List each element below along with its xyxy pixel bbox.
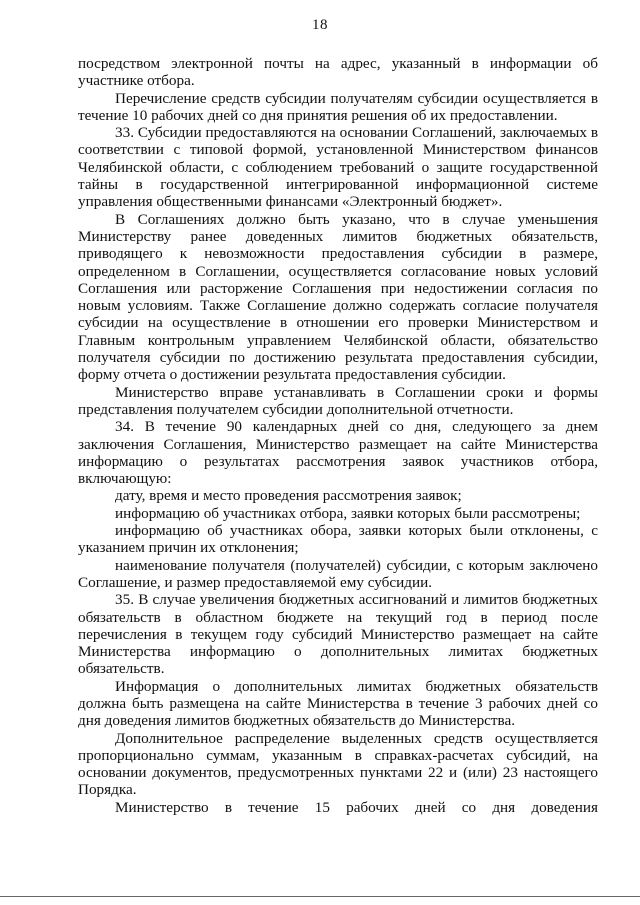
- paragraph: Перечисление средств субсидии получателям субсидии осуществляется в течение 10 рабочих дней со дня принятия решения об их предоставлении.: [78, 89, 598, 124]
- paragraph: 33. Субсидии предоставляются на основании Соглашений, заключаемых в соответствии с типовой формой, установленной Министерством финансов Челябинской области, с соблюдением требований о защите государственной тайны в государственной интегрированной информационной системе управления общественными финансами «Электронный бюджет».: [78, 124, 598, 211]
- paragraph: информацию об участниках обора, заявки которых были отклонены, с указанием причин их отклонения;: [78, 522, 598, 557]
- paragraph: В Соглашениях должно быть указано, что в случае уменьшения Министерству ранее доведенных лимитов бюджетных обязательств, приводящего к невозможности предоставления субсидии в размере, определенном в Соглашении, осуществляется согласование новых условий Соглашения или расторжение Соглашения при недостижении согласия по новым условиям. Также Соглашение должно содержать согласие получателя субсидии на осуществление в отношении его проверки Министерством и Главным контрольным управлением Челябинской области, обязательство получателя субсидии по достижению результата предоставления субсидии, форму отчета о достижении результата предоставления субсидии.: [78, 210, 598, 384]
- page-bottom-rule: [0, 896, 640, 897]
- paragraph: информацию об участниках отбора, заявки которых были рассмотрены;: [115, 504, 581, 522]
- paragraph: дату, время и место проведения рассмотрения заявок;: [115, 487, 462, 505]
- paragraph: Дополнительное распределение выделенных средств осуществляется пропорционально суммам, указанным в справках-расчетах субсидий, на основании документов, предусмотренных пунктами 22 и (или) 23 настоящего Порядка.: [78, 729, 598, 799]
- paragraph: 35. В случае увеличения бюджетных ассигнований и лимитов бюджетных обязательств в областном бюджете на текущий год в период после перечисления в текущем году субсидий Министерство размещает на сайте Министерства информацию о дополнительных лимитах бюджетных обязательств.: [78, 591, 598, 678]
- paragraph: 34. В течение 90 календарных дней со дня, следующего за днем заключения Соглашения, Министерство размещает на сайте Министерства информацию о результатах рассмотрения заявок участников отбора, включающую:: [78, 418, 598, 488]
- page-number: 18: [312, 17, 328, 33]
- paragraph-continued: Министерство в течение 15 рабочих дней со дня доведения: [115, 798, 598, 816]
- paragraph: посредством электронной почты на адрес, указанный в информации об участнике отбора.: [78, 55, 598, 90]
- paragraph: Министерство вправе устанавливать в Соглашении сроки и формы представления получателем субсидии дополнительной отчетности.: [78, 383, 598, 418]
- paragraph: Информация о дополнительных лимитах бюджетных обязательств должна быть размещена на сайте Министерства в течение 3 рабочих дней со дня доведения лимитов бюджетных обязательств до Министерства.: [78, 677, 598, 730]
- document-body: [78, 55, 598, 816]
- paragraph: наименование получателя (получателей) субсидии, с которым заключено Соглашение, и размер предоставляемой ему субсидии.: [78, 556, 598, 591]
